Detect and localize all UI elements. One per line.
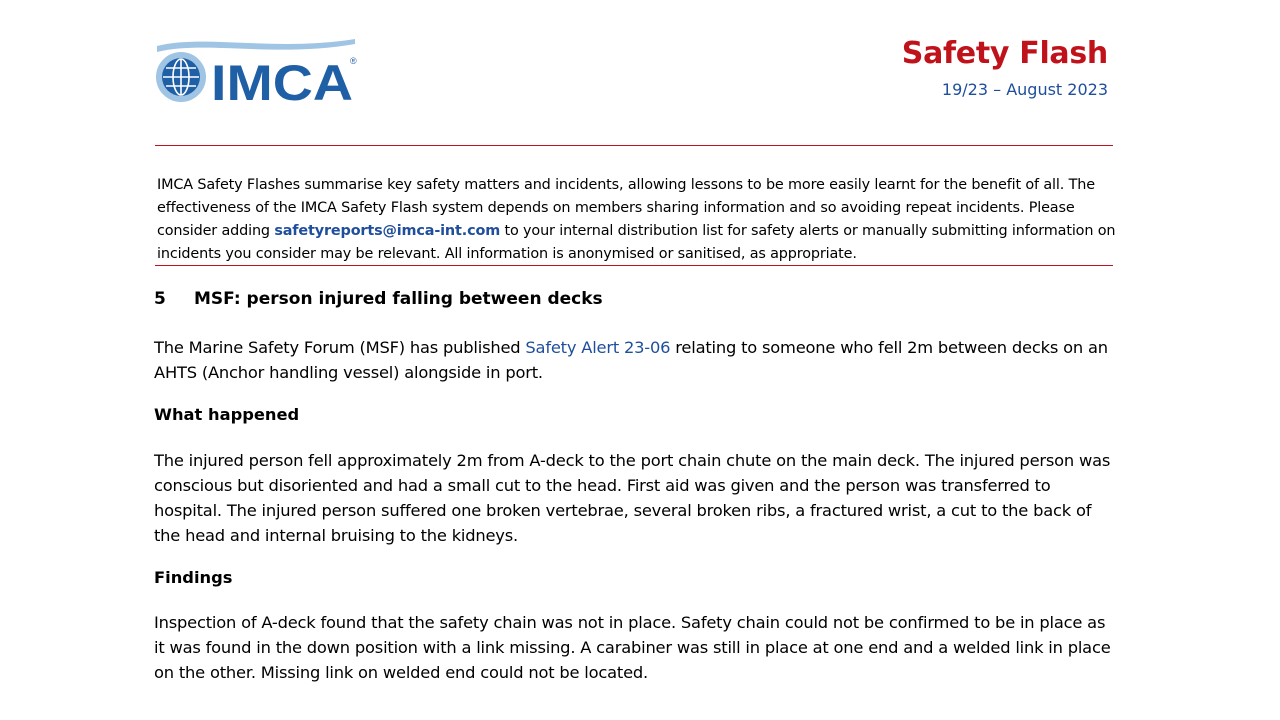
findings-heading: Findings [154,568,233,587]
section-heading [154,289,603,309]
lead-text-after: relating to someone who fell 2m between decks on an AHTS (Anchor handling vessel) alongside in port. [154,338,1108,382]
lead-text-before: The Marine Safety Forum (MSF) has published [154,338,526,357]
section-title: MSF: person injured falling between decks [194,289,603,309]
registered-mark: ® [350,56,357,66]
divider-bottom [155,265,1113,266]
what-happened-heading: What happened [154,405,300,424]
page-title: Safety Flash [901,36,1108,71]
issue-number: 19/23 – August 2023 [941,80,1108,99]
imca-logo [155,34,360,112]
lead-paragraph [154,335,1119,385]
section-number: 5 [154,289,166,309]
intro-text-after: to your internal distribution list for safety alerts or manually submitting information on incidents you consider may be relevant. All information is anonymised or sanitised, as appropriate. [157,223,1116,263]
intro-text-before: IMCA Safety Flashes summarise key safety matters and incidents, allowing lessons to be more easily learnt for the benefit of all. The effectiveness of the IMCA Safety Flash system depends on members sharing information and so avoiding repeat incidents. Please consider adding [157,177,1095,240]
intro-paragraph [157,174,1117,266]
logo-wordmark: IMCA [211,55,353,111]
what-happened-paragraph: The injured person fell approximately 2m from A-deck to the port chain chute on the main deck. The injured person was conscious but disoriented and had a small cut to the head. First aid was given and the person was transferred to hospital. The injured person suffered one broken vertebrae, several broken ribs, a fractured wrist, a cut to the back of the head and internal bruising to the kidneys. [154,451,1111,545]
divider-top [155,145,1113,146]
logo-wave [157,39,355,52]
globe-icon [156,52,206,102]
email-link[interactable]: safetyreports@imca-int.com [274,223,501,240]
findings-paragraph: Inspection of A-deck found that the safety chain was not in place. Safety chain could not be confirmed to be in place as it was found in the down position with a link missing. A carabiner was still in place at one end and a welded link in place on the other. Missing link on welded end could not be located. [154,613,1111,682]
safety-alert-link[interactable]: Safety Alert 23-06 [525,338,671,357]
